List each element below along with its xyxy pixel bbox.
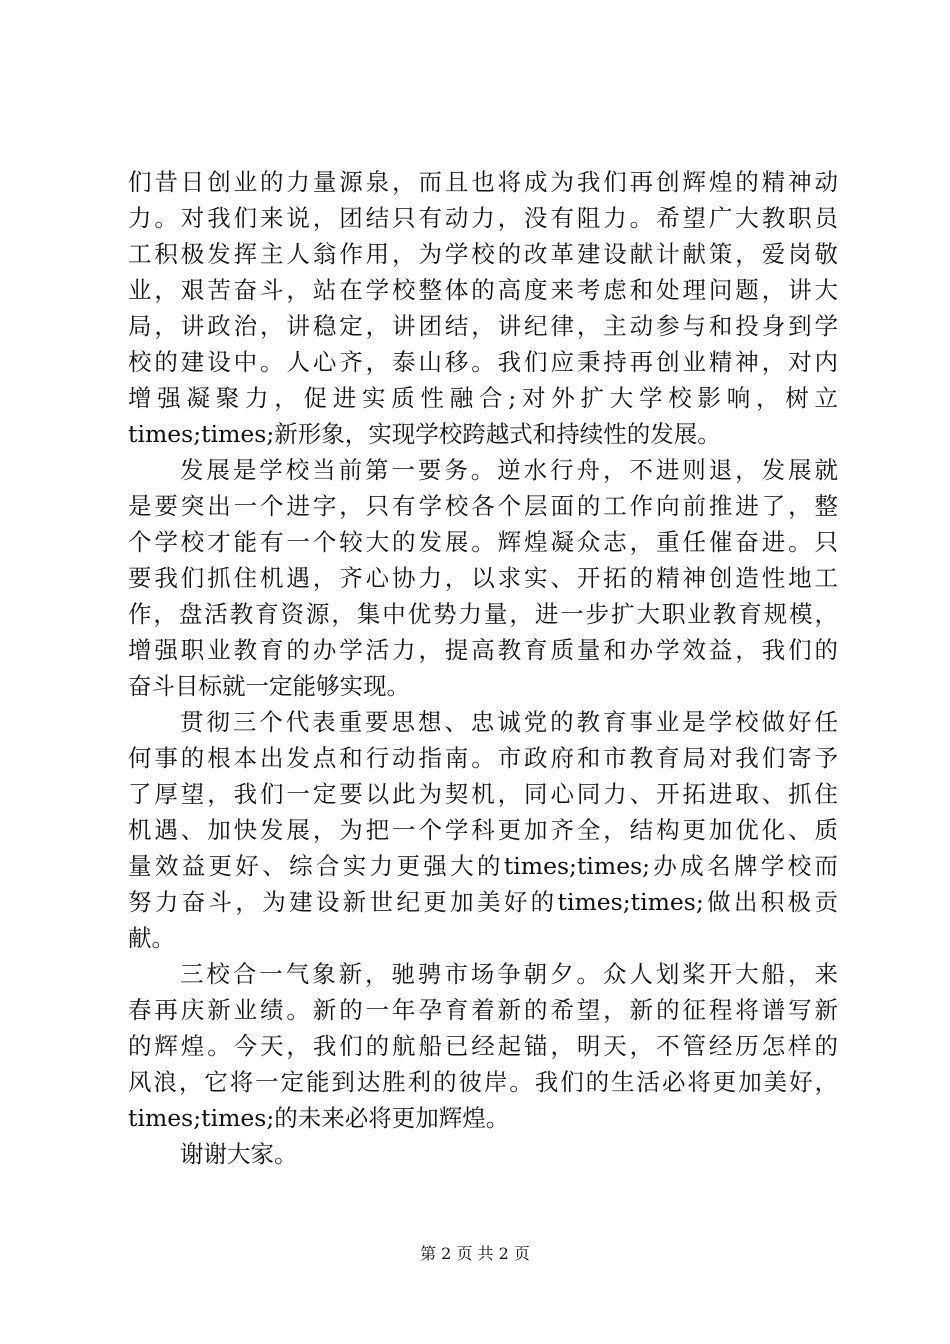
text-line: 力。对我们来说，团结只有动力，没有阻力。希望广大教职员 [128,204,838,232]
text-line: 增强职业教育的办学活力，提高教育质量和办学效益，我们的 [128,636,838,664]
text-line: 贯彻三个代表重要思想、忠诚党的教育事业是学校做好任 [180,708,838,736]
text-line: 机遇、加快发展，为把一个学科更加齐全，结构更加优化、质 [128,816,838,844]
text-line: 春再庆新业绩。新的一年孕育着新的希望，新的征程将谱写新 [128,996,838,1024]
text-line: 的辉煌。今天，我们的航船已经起锚，明天，不管经历怎样的 [128,1032,838,1060]
body-text [128,164,838,1172]
text-line: 个学校才能有一个较大的发展。辉煌凝众志，重任催奋进。只 [128,528,838,556]
text-line: 局，讲政治，讲稳定，讲团结，讲纪律，主动参与和投身到学 [128,312,838,340]
text-line: 作，盘活教育资源，集中优势力量，进一步扩大职业教育规模， [128,600,838,628]
text-line: 献。 [128,924,175,952]
text-line: 发展是学校当前第一要务。逆水行舟，不进则退，发展就 [180,456,838,484]
text-line: 业，艰苦奋斗，站在学校整体的高度来考虑和处理问题，讲大 [128,276,838,304]
page-footer: 第 2 页 共 2 页 [420,1244,530,1263]
text-line: 努力奋斗，为建设新世纪更加美好的times;times;做出积极贡 [128,888,838,916]
text-line: times;times;的未来必将更加辉煌。 [128,1104,510,1132]
text-line: 三校合一气象新，驰骋市场争朝夕。众人划桨开大船，来 [180,960,838,988]
text-line: 谢谢大家。 [180,1140,298,1168]
text-line: 增强凝聚力，促进实质性融合;对外扩大学校影响，树立 [128,384,838,412]
text-line: 是要突出一个进字，只有学校各个层面的工作向前推进了，整 [128,492,838,520]
text-line: 校的建设中。人心齐，泰山移。我们应秉持再创业精神，对内 [128,348,838,376]
text-line: 了厚望，我们一定要以此为契机，同心同力、开拓进取、抓住 [128,780,838,808]
text-line: times;times;新形象，实现学校跨越式和持续性的发展。 [128,420,721,448]
text-line: 奋斗目标就一定能够实现。 [128,672,410,700]
text-line: 要我们抓住机遇，齐心协力，以求实、开拓的精神创造性地工 [128,564,838,592]
text-line: 工积极发挥主人翁作用，为学校的改革建设献计献策，爱岗敬 [128,240,838,268]
text-line: 风浪，它将一定能到达胜利的彼岸。我们的生活必将更加美好， [128,1068,838,1096]
text-line: 量效益更好、综合实力更强大的times;times;办成名牌学校而 [128,852,838,880]
text-line: 何事的根本出发点和行动指南。市政府和市教育局对我们寄予 [128,744,838,772]
text-line: 们昔日创业的力量源泉，而且也将成为我们再创辉煌的精神动 [128,168,838,196]
